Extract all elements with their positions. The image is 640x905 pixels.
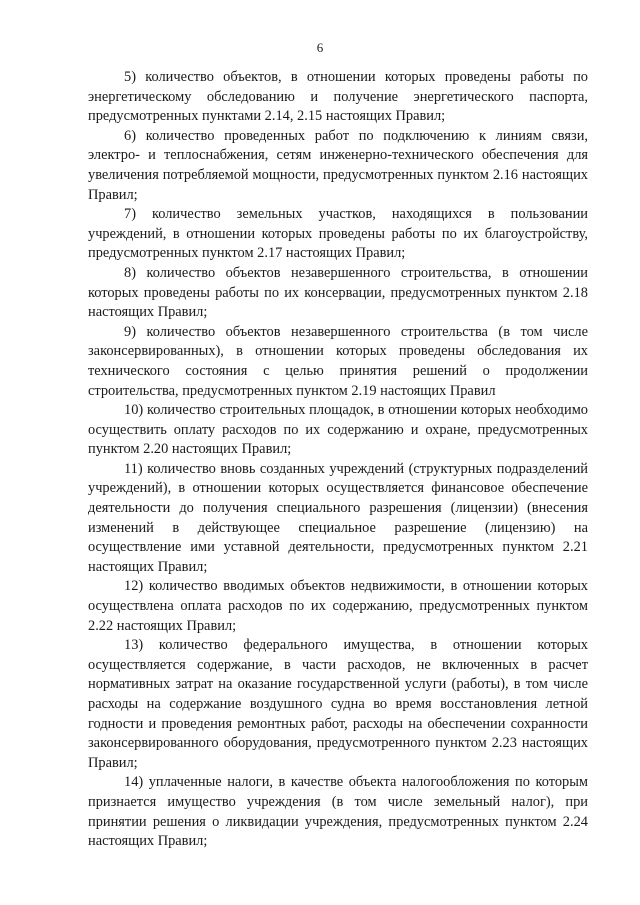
list-item-13: 13) количество федерального имущества, в отношении которых осуществляется содержание, в части расходов, не включенных в расчет нормативных затрат на оказание государственной услуги (работы), в том числе расходы на содержание воздушного судна во время восстановления летной годности и проведения ремонтных работ, расходы на обеспечении сохранности законсервированного оборудования, предусмотренного пунктом 2.23 настоящих Правил;	[88, 637, 588, 771]
page-number: 6	[316, 40, 324, 55]
list-item-12: 12) количество вводимых объектов недвижимости, в отношении которых осуществлена оплата расходов по их содержанию, предусмотренных пунктом 2.22 настоящих Правил;	[88, 578, 588, 634]
list-item-5: 5) количество объектов, в отношении которых проведены работы по энергетическому обследованию и получение энергетического паспорта, предусмотренных пунктами 2.14, 2.15 настоящих Правил;	[88, 69, 588, 125]
list-item-11: 11) количество вновь созданных учреждений (структурных подразделений учреждений), в отношении которых осуществляется финансовое обеспечение деятельности до получения специального разрешения (лицензии) (внесения изменений в действующее специальное разрешение (лицензию) на осуществление ими уставной деятельности, предусмотренных пунктом 2.21 настоящих Правил;	[88, 460, 588, 575]
document-body	[88, 68, 588, 852]
list-item-8: 8) количество объектов незавершенного строительства, в отношении которых проведены работы по их консервации, предусмотренных пунктом 2.18 настоящих Правил;	[88, 264, 588, 321]
list-item-9: 9) количество объектов незавершенного строительства (в том числе законсервированных), в отношении которых проведены обследования их технического состояния с целью принятия решений о продолжении строительства, предусмотренных пунктом 2.19 настоящих Правил	[88, 323, 588, 399]
list-item-7: 7) количество земельных участков, находящихся в пользовании учреждений, в отношении которых проведены работы по их благоустройству, предусмотренных пунктом 2.17 настоящих Правил;	[88, 206, 588, 262]
list-item-6: 6) количество проведенных работ по подключению к линиям связи, электро- и теплоснабжения, сетям инженерно-технического обеспечения для увеличения потребляемой мощности, предусмотренных пунктом 2.16 настоящих Правил;	[88, 127, 588, 203]
list-item-14: 14) уплаченные налоги, в качестве объекта налогообложения по которым признается имущество учреждения (в том числе земельный налог), при принятии решения о ликвидации учреждения, предусмотренных пунктом 2.24 настоящих Правил;	[88, 774, 588, 850]
list-item-10: 10) количество строительных площадок, в отношении которых необходимо осуществить оплату расходов по их содержанию и охране, предусмотренных пунктом 2.20 настоящих Правил;	[88, 402, 588, 458]
